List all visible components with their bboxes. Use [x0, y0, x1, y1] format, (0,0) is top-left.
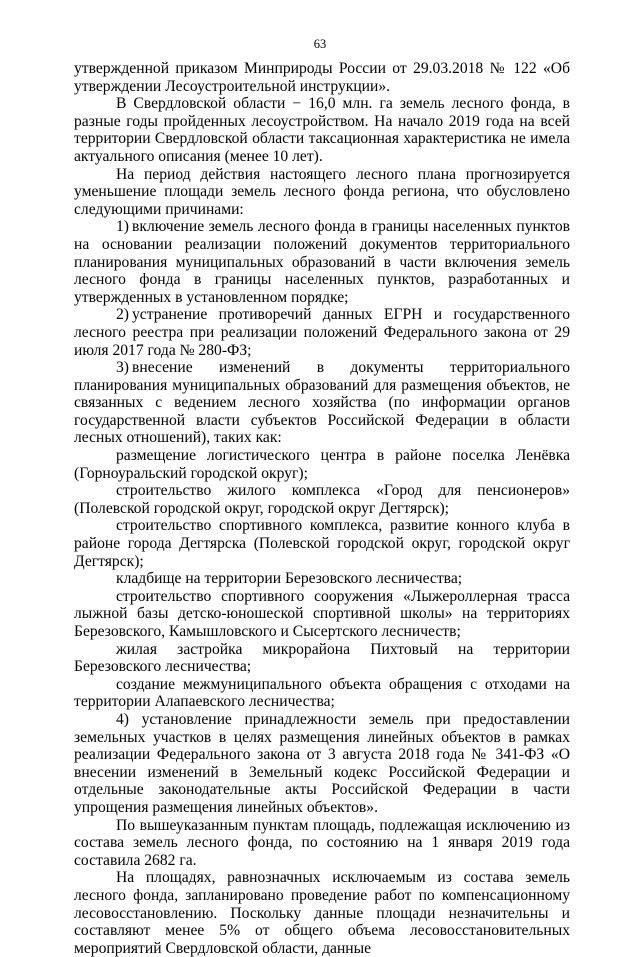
sub-item: размещение логистического центра в районе поселка Ленёвка (Горноуральский городской округ);: [74, 447, 570, 482]
list-number: 1): [116, 218, 129, 236]
list-item-text: включение земель лесного фонда в границы населенных пунктов на основании реализации положений документов территориального планирования муниципальных образований в части включения земель лесного фонда в границы населенных пунктов, разработанных и утвержденных в установленном порядке;: [74, 218, 570, 306]
sub-item: кладбище на территории Березовского лесничества;: [116, 570, 463, 588]
page-number: 63: [313, 37, 327, 51]
paragraph: На площадях, равнозначных исключаемым из состава земель лесного фонда, запланировано проведение работ по компенсационному лесовосстановлению. Поскольку данные площади незначительны и составляют менее 5% от общего объема лесовосстановительных мероприятий Свердловской области, данные: [74, 869, 570, 957]
list-item: [74, 306, 570, 359]
list-item: 4) установление принадлежности земель при предоставлении земельных участков в целях размещения линейных объектов в рамках реализации Федерального закона от 3 августа 2018 года № 341-ФЗ «О внесении изменений в Земельный кодекс Российской Федерации и отдельные законодательные акты Российской Федерации в части упрощения размещения линейных объектов».: [74, 710, 570, 816]
list-item-text: устранение противоречий данных ЕГРН и государственного лесного реестра при реализации положений Федерального закона от 29 июля 2017 года № 280-ФЗ;: [74, 306, 570, 359]
sub-item: строительство спортивного сооружения «Лыжероллерная трасса лыжной базы детско-юношеской спортивной школы» на территориях Березовского, Камышловского и Сысертского лесничеств;: [74, 587, 570, 640]
paragraph: В Свердловской области − 16,0 млн. га земель лесного фонда, в разные годы пройденных лесоустройством. На начало 2019 года на всей территории Свердловской области таксационная характеристика не имела актуального описания (менее 10 лет).: [74, 95, 570, 165]
list-item: [74, 359, 570, 447]
body-text: [74, 60, 570, 957]
paragraph: По вышеуказанным пунктам площадь, подлежащая исключению из состава земель лесного фонда, по состоянию на 1 января 2019 года составила 2682 га.: [74, 816, 570, 869]
sub-item: создание межмуниципального объекта обращения с отходами на территории Алапаевского лесничества;: [74, 675, 570, 711]
paragraph: утвержденной приказом Минприроды России от 29.03.2018 № 122 «Об утверждении Лесоустроительной инструкции».: [74, 60, 570, 95]
sub-item: строительство жилого комплекса «Город для пенсионеров» (Полевской городской округ, городской округ Дегтярск);: [74, 482, 570, 517]
list-item: [74, 218, 570, 306]
sub-item: жилая застройка микрорайона Пихтовый на территории Березовского лесничества;: [74, 640, 570, 676]
paragraph: На период действия настоящего лесного плана прогнозируется уменьшение площади земель лесного фонда региона, что обусловлено следующими причинами:: [74, 165, 570, 218]
list-number: 3): [116, 359, 129, 377]
list-number: 2): [116, 306, 129, 324]
sub-item: строительство спортивного комплекса, развитие конного клуба в районе города Дегтярска (Полевской городской округ, городской округ Дегтярск);: [74, 517, 570, 570]
list-item-text: внесение изменений в документы территориального планирования муниципальных образований для размещения объектов, не связанных с ведением лесного хозяйства (по информации органов государственной власти субъектов Российской Федерации в области лесных отношений), таких как:: [74, 359, 570, 447]
